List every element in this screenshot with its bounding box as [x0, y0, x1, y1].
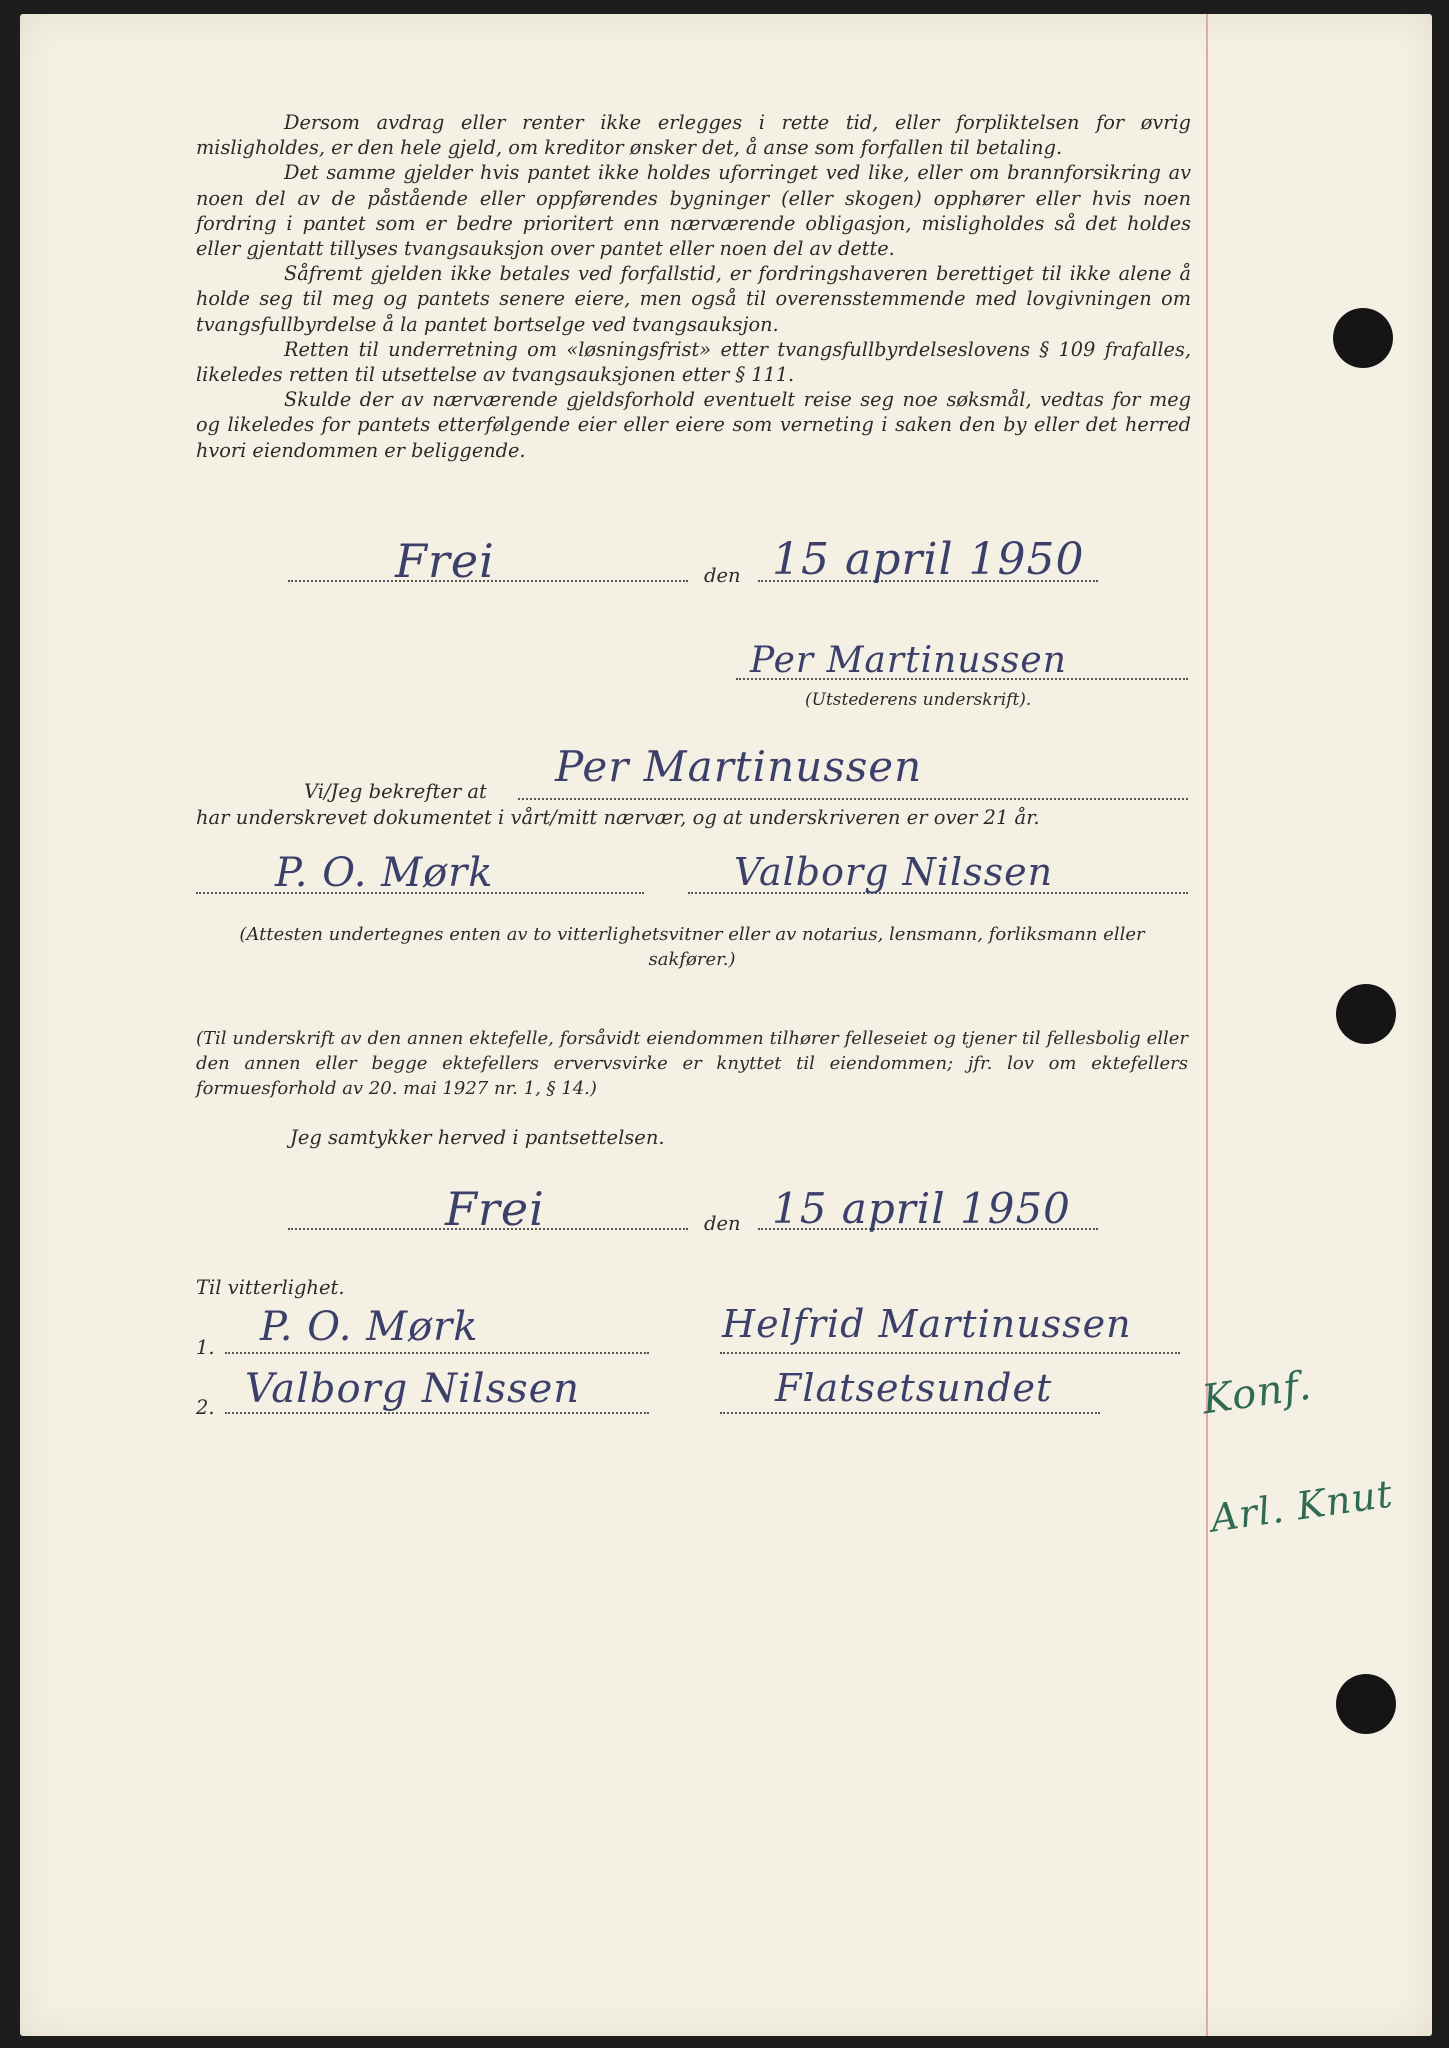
place-handwritten: Frei — [445, 1182, 545, 1236]
paragraph: Det samme gjelder hvis pantet ikke holdes uforringet ved like, eller om brannforsikring av noen del av de påstående eller oppførendes bygninger (eller skogen) opphører eller hvis noen fordring i pantet som er bedre prioritert enn nærværende obligasjon, misligholdes så det holdes eller gjentatt tillyses tvangsauksjon over pantet eller noen del av dette. — [196, 161, 1191, 261]
paragraph: Skulde der av nærværende gjeldsforhold eventuelt reise seg noe søksmål, vedtas for meg og likeledes for pantets etterfølgende eier eller eiere som verneting i saken den by eller det herred hvori eiendommen er beliggende. — [196, 388, 1191, 462]
place-handwritten: Frei — [395, 534, 495, 588]
issuer-caption: (Utstederens underskrift). — [805, 690, 1032, 710]
witness-number: 1. — [196, 1336, 215, 1359]
confirm-label: Vi/Jeg bekrefter at — [304, 780, 487, 803]
red-margin-line — [1206, 14, 1208, 2036]
spouse-place-handwritten: Flatsetsundet — [775, 1366, 1053, 1410]
witness-signature: P. O. Mørk — [275, 850, 494, 896]
margin-note: Arl. Knut — [1207, 1471, 1396, 1541]
witness-title: Til vitterlighet. — [196, 1276, 345, 1299]
terms-text — [196, 110, 1191, 463]
date-handwritten: 15 april 1950 — [772, 1184, 1071, 1233]
confirm-name-handwritten: Per Martinussen — [555, 742, 923, 791]
paragraph: Retten til underretning om «løsningsfrist» etter tvangsfullbyrdelseslovens § 109 frafalles, likeledes retten til utsettelse av tvangsauksjonen etter § 111. — [196, 337, 1191, 387]
confirm-name-line — [518, 798, 1188, 800]
punch-hole — [1333, 308, 1393, 368]
witness-2-signature: Valborg Nilssen — [245, 1366, 581, 1412]
den-label: den — [704, 1212, 741, 1235]
confirm-statement: har underskrevet dokumentet i vårt/mitt nærvær, og at underskriveren er over 21 år. — [196, 806, 1040, 829]
witness-line — [225, 1412, 649, 1414]
witness-number: 2. — [196, 1396, 215, 1419]
punch-hole — [1336, 984, 1396, 1044]
witness-line — [225, 1352, 649, 1354]
paragraph: Dersom avdrag eller renter ikke erlegges i rette tid, eller forpliktelsen for øvrig misligholdes, er den hele gjeld, om kreditor ønsker det, å anse som forfallen til betaling. — [196, 111, 1191, 160]
den-label: den — [704, 564, 741, 587]
spouse-line — [720, 1352, 1180, 1354]
spouse-signature: Helfrid Martinussen — [722, 1302, 1132, 1346]
document-page — [20, 14, 1432, 2036]
date-handwritten: 15 april 1950 — [772, 534, 1085, 585]
attest-note: (Attesten undertegnes enten av to vitterlighetsvitner eller av notarius, lensmann, forliksmann eller sakfører.) — [239, 924, 1145, 970]
consent-text: Jeg samtykker herved i pantsettelsen. — [290, 1126, 665, 1149]
witness-signature: Valborg Nilssen — [734, 850, 1054, 894]
paragraph: Såfremt gjelden ikke betales ved forfallstid, er fordringshaveren berettiget til ikke alene å holde seg til meg og pantets senere eiere, men også til overensstemmende med lovgivningen om tvangsfullbyrdelse å la pantet bortselge ved tvangsauksjon. — [196, 262, 1191, 336]
punch-hole — [1336, 1674, 1396, 1734]
spouse-note: (Til underskrift av den annen ektefelle, forsåvidt eiendommen tilhører felleseiet og tjener til fellesbolig eller den annen eller begge ektefellers ervervsvirke er knyttet til eiendommen; jfr. lov om ektefellers formuesforhold av 20. mai 1927 nr. 1, § 14.) — [196, 1028, 1188, 1099]
witness-1-signature: P. O. Mørk — [260, 1304, 479, 1350]
margin-note: Konf. — [1199, 1362, 1315, 1424]
issuer-signature: Per Martinussen — [750, 640, 1067, 681]
spouse-place-line — [720, 1412, 1100, 1414]
